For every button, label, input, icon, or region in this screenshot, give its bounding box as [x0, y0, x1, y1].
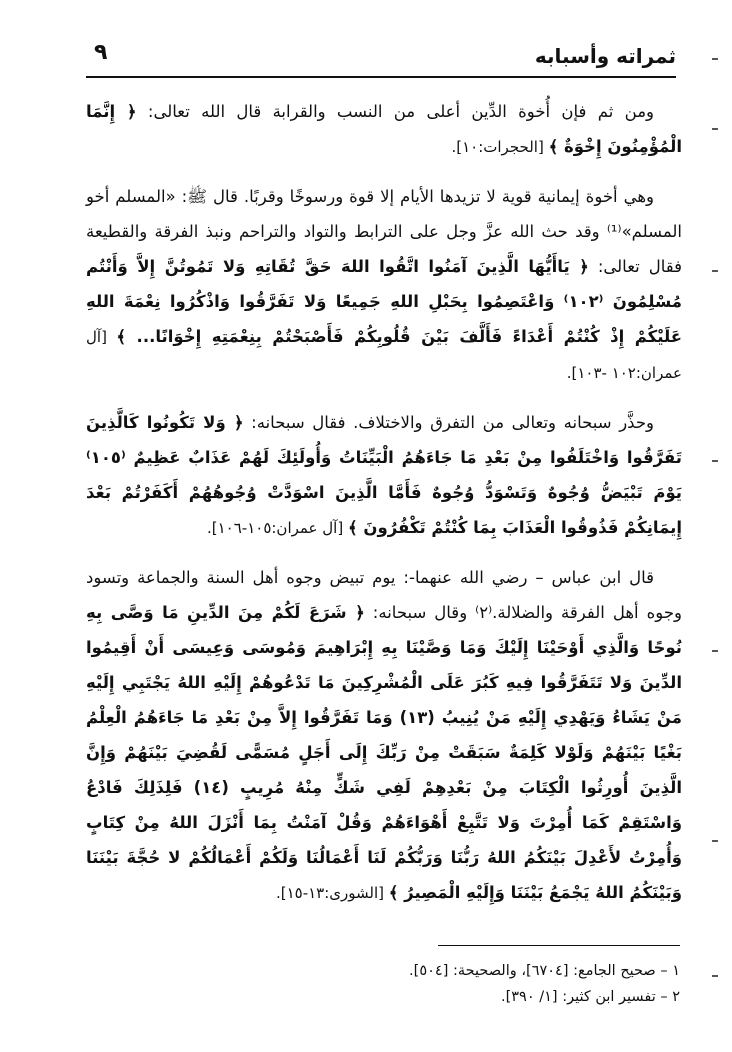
quran-verse: ﴿ وَلا تَكُونُوا كَالَّذِينَ تَفَرَّقُوا وَاخْتَلَفُوا مِنْ بَعْدِ مَا جَاءَهُمُ الْبَيِّنَاتُ وَأُولَئِكَ لَهُمْ عَذَابٌ عَظِيمٌ ⁽١٠٥⁾ يَوْمَ تَبْيَضُّ وُجُوهٌ وَتَسْوَدُّ وُجُوهٌ فَأَمَّا الَّذِينَ اسْوَدَّتْ وُجُوهُهُمْ أَكَفَرْتُمْ بَعْدَ إِيمَانِكُمْ فَذُوقُوا الْعَذَابَ بِمَا كُنْتُمْ تَكْفُرُونَ ﴾: [86, 413, 682, 537]
quran-verse: ﴿ شَرَعَ لَكُمْ مِنَ الدِّينِ مَا وَصَّى بِهِ نُوحًا وَالَّذِي أَوْحَيْنَا إِلَيْكَ وَمَا وَصَّيْنَا بِهِ إِبْرَاهِيمَ وَمُوسَى وَعِيسَى أَنْ أَقِيمُوا الدِّينَ وَلا تَتَفَرَّقُوا فِيهِ كَبُرَ عَلَى الْمُشْرِكِينَ مَا تَدْعُوهُمْ إِلَيْهِ اللهُ يَجْتَبِي إِلَيْهِ مَنْ يَشَاءُ وَيَهْدِي إِلَيْهِ مَنْ يُنِيبُ (١٣) وَمَا تَفَرَّقُوا إِلاَّ مِنْ بَعْدِ مَا جَاءَهُمُ الْعِلْمُ بَغْيًا بَيْنَهُمْ وَلَوْلا كَلِمَةٌ سَبَقَتْ مِنْ رَبِّكَ إِلَى أَجَلٍ مُسَمًّى لَقُضِيَ بَيْنَهُمْ وَإِنَّ الَّذِينَ أُورِثُوا الْكِتَابَ مِنْ بَعْدِهِمْ لَفِي شَكٍّ مِنْهُ مُرِيبٍ (١٤) فَلِذَلِكَ فَادْعُ وَاسْتَقِمْ كَمَا أُمِرْتَ وَلا تَتَّبِعْ أَهْوَاءَهُمْ وَقُلْ آمَنْتُ بِمَا أَنْزَلَ اللهُ مِنْ كِتَابٍ وَأُمِرْتُ لأَعْدِلَ بَيْنَكُمُ اللهُ رَبُّنَا وَرَبُّكُمْ لَنَا أَعْمَالُنَا وَلَكُمْ أَعْمَالُكُمْ لا حُجَّةَ بَيْنَنَا وَبَيْنَكُمُ اللهُ يَجْمَعُ بَيْنَنَا وَإِلَيْهِ الْمَصِيرُ ﴾: [86, 603, 683, 902]
footnote: ٢ – تفسير ابن كثير: [١/ ٣٩٠].: [500, 989, 680, 1005]
margin-tick: [712, 460, 718, 462]
running-header: [86, 34, 676, 78]
verse-reference: [الشورى:١٣-١٥].: [275, 884, 389, 902]
margin-tick: [712, 840, 718, 842]
paragraph-text: وحذَّر سبحانه وتعالى من التفرق والاختلاف. فقال سبحانه:: [243, 413, 655, 432]
verse-reference: [آل عمران:١٠٢ -١٠٣].: [86, 328, 682, 382]
footnotes: [120, 958, 680, 1010]
footnote-rule: [438, 945, 680, 946]
paragraph-text: قال ابن عباس – رضي الله عنهما-: يوم تبيض وجوه أهل السنة والجماعة وتسود وجوه أهل الفرقة والضلالة.⁽٢⁾ وقال سبحانه:: [86, 568, 682, 622]
header-rule: [86, 76, 676, 78]
chapter-title: ثمراته وأسبابه: [534, 44, 676, 68]
page-number: ٩: [94, 40, 108, 65]
page-body: [86, 94, 682, 925]
margin-tick: [712, 128, 718, 130]
quran-verse: ﴿ يَاأَيُّهَا الَّذِينَ آمَنُوا اتَّقُوا اللهَ حَقَّ تُقَاتِهِ وَلا تَمُوتُنَّ إِلاَّ وَأَنْتُم مُسْلِمُونَ ⁽١٠٢⁾ وَاعْتَصِمُوا بِحَبْلِ اللهِ جَمِيعًا وَلا تَفَرَّقُوا وَاذْكُرُوا نِعْمَةَ اللهِ عَلَيْكُمْ إِذْ كُنْتُمْ أَعْدَاءً فَأَلَّفَ بَيْنَ قُلُوبِكُمْ فَأَصْبَحْتُمْ بِنِعْمَتِهِ إِخْوَانًا... ﴾: [86, 257, 683, 346]
margin-tick: [712, 650, 718, 652]
paragraph: [86, 560, 682, 911]
paragraph-text: وهي أخوة إيمانية قوية لا تزيدها الأيام إلا قوة ورسوخًا وقربًا. قال ﷺ: «المسلم أخو المسلم»⁽¹⁾ وقد حث الله عزَّ وجل على الترابط والتواد والتراحم ونبذ الفرقة والقطيعة فقال تعالى:: [86, 187, 682, 276]
paragraph: [86, 94, 682, 165]
margin-tick: [712, 975, 718, 977]
quran-verse: ﴿ إِنَّمَا الْمُؤْمِنُونَ إِخْوَةٌ ﴾: [86, 102, 682, 156]
margin-tick: [712, 58, 718, 60]
verse-reference: [الحجرات:١٠].: [451, 138, 549, 156]
margin-tick: [712, 270, 718, 272]
verse-reference: [آل عمران:١٠٥-١٠٦].: [206, 519, 348, 537]
paragraph-text: ومن ثم فإن أُخوة الدِّين أعلى من النسب والقرابة قال الله تعالى:: [136, 102, 654, 121]
paragraph: [86, 405, 682, 546]
paragraph: [86, 179, 682, 391]
footnote: ١ – صحيح الجامع: [٦٧٠٤]، والصحيحة: [٥٠٤].: [409, 963, 680, 979]
